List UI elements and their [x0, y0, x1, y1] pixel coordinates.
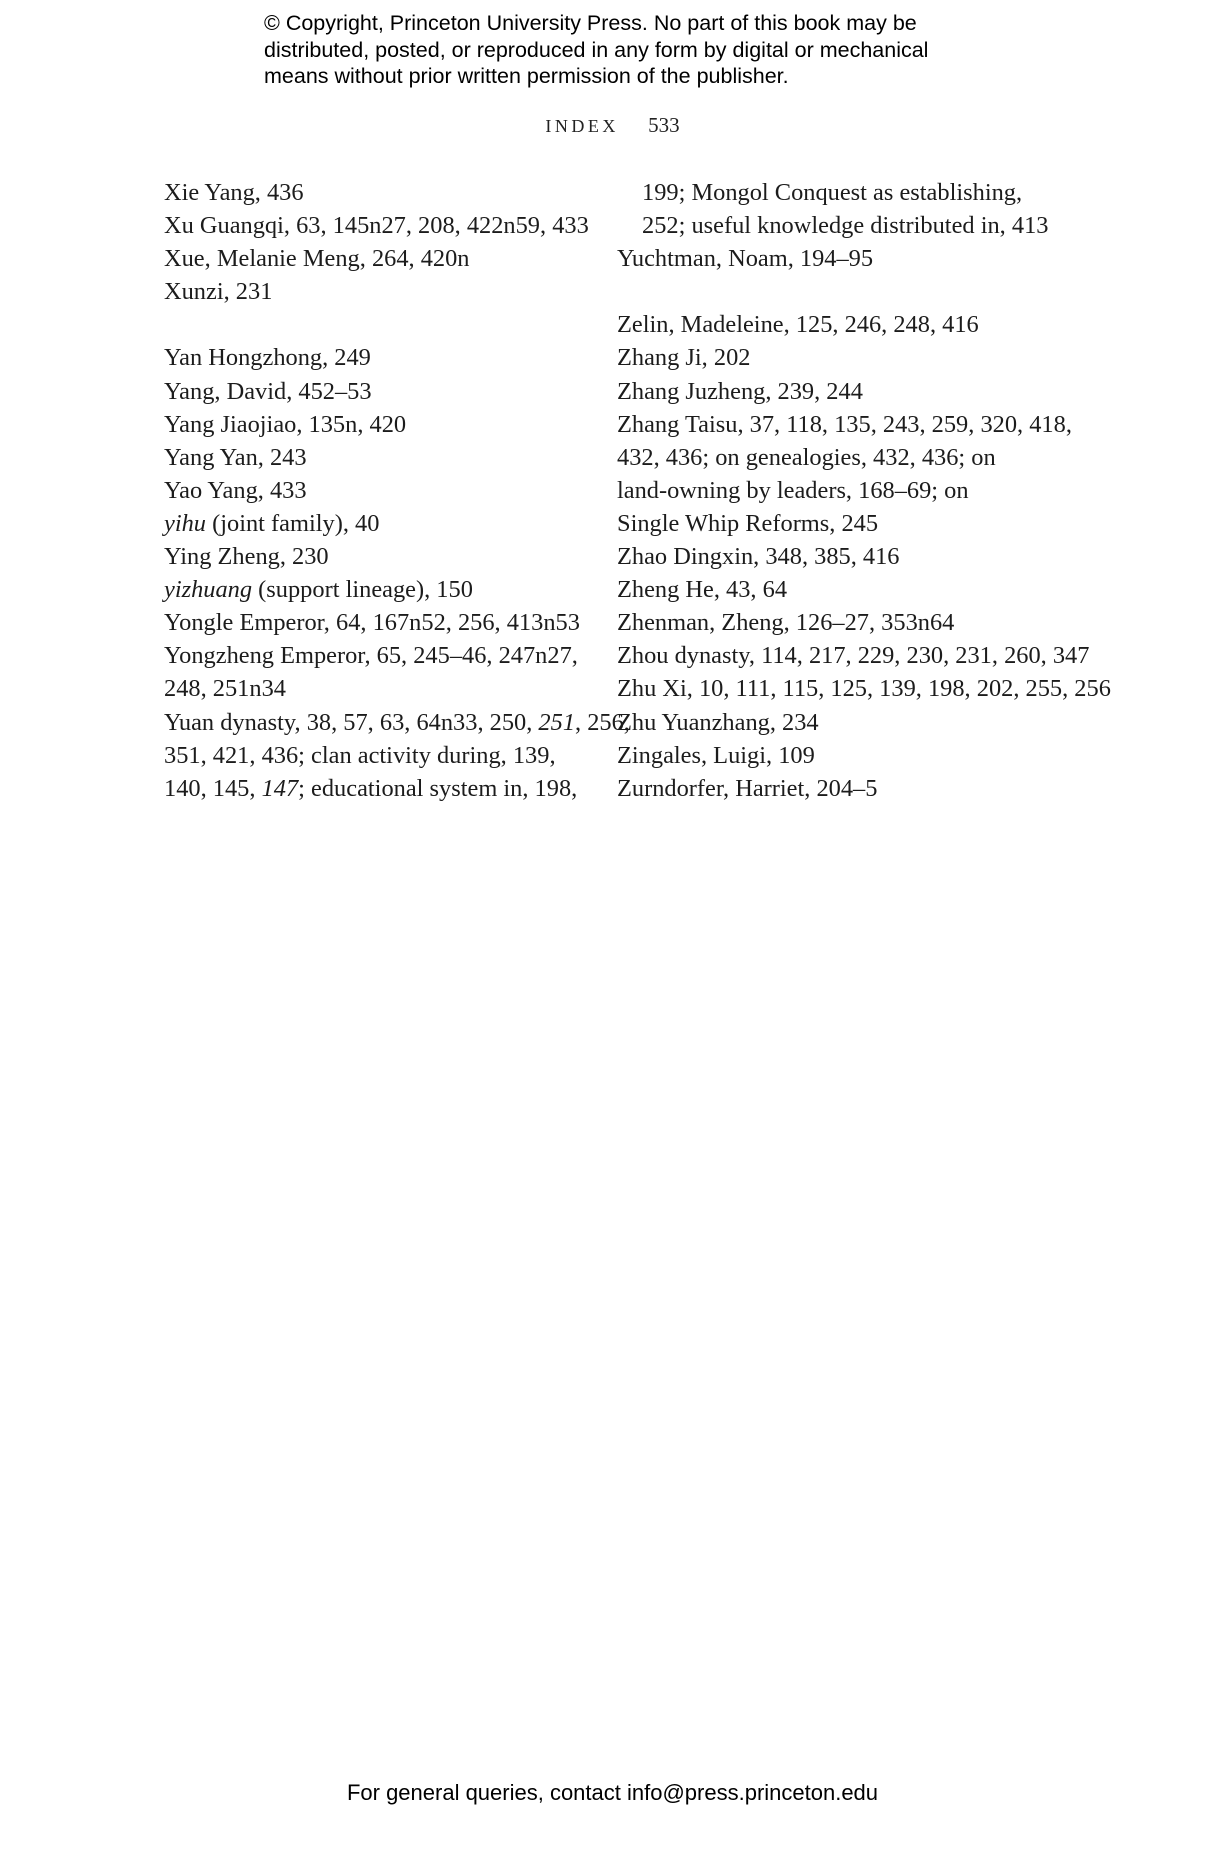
entry-line: 432, 436; on genealogies, 432, 436; on: [617, 443, 996, 471]
entry-line: [164, 706, 630, 739]
index-entry: Zhao Dingxin, 348, 385, 416: [617, 543, 900, 571]
index-entry: Yan Hongzhong, 249: [164, 344, 371, 372]
entry-line: Single Whip Reforms, 245: [617, 509, 879, 537]
index-entry: Ying Zheng, 230: [164, 543, 329, 571]
index-entry-text: (joint family), 40: [206, 509, 380, 537]
index-entry: Xue, Melanie Meng, 264, 420n: [164, 245, 470, 273]
copyright-line: distributed, posted, or reproduced in any form by digital or mechanical: [264, 37, 929, 62]
index-entry: Zelin, Madeleine, 125, 246, 248, 416: [617, 311, 979, 339]
index-entry: Yuchtman, Noam, 194–95: [617, 245, 874, 273]
index-entry: Zhang Juzheng, 239, 244: [617, 377, 863, 405]
index-entry: [617, 408, 1087, 540]
footer-contact: For general queries, contact info@press.princeton.edu: [346, 1780, 879, 1805]
index-entry: Zhu Yuanzhang, 234: [617, 708, 819, 736]
index-entry: Yang Jiaojiao, 135n, 420: [164, 410, 407, 438]
entry-text: 140, 145,: [164, 774, 262, 802]
index-entry: [164, 573, 584, 606]
index-entry: [164, 639, 584, 705]
running-head: [0, 113, 1225, 138]
index-term-italic: yihu: [164, 509, 206, 537]
copyright-line: © Copyright, Princeton University Press. No part of this book may be: [264, 11, 917, 35]
entry-text: , 256,: [575, 708, 630, 736]
index-entry: Yang Yan, 243: [164, 443, 307, 471]
index-entry: Zhang Ji, 202: [617, 344, 751, 372]
section-title: INDEX: [545, 116, 619, 136]
index-entry: Zheng He, 43, 64: [617, 576, 788, 604]
index-entry: Xie Yang, 436: [164, 179, 304, 206]
entry-line: 248, 251n34: [164, 675, 286, 703]
index-entry: Zingales, Luigi, 109: [617, 741, 815, 769]
index-entry: Yang, David, 452–53: [164, 377, 372, 405]
entry-line: 351, 421, 436; clan activity during, 139,: [164, 741, 556, 769]
index-column-right: [617, 176, 1111, 805]
index-entry-text: (support lineage), 150: [252, 576, 473, 604]
index-entry: Zhenman, Zheng, 126–27, 353n64: [617, 609, 955, 637]
index-entry: [164, 706, 630, 805]
letter-group-gap: [617, 275, 1087, 308]
index-column-left: [164, 176, 630, 805]
copyright-line: means without prior written permission of the publisher.: [264, 64, 789, 88]
index-term-italic: yizhuang: [164, 576, 253, 604]
entry-line: Zhang Taisu, 37, 118, 135, 243, 259, 320, 418,: [617, 410, 1072, 438]
italic-page-ref: 147: [261, 774, 299, 802]
entry-text: Yuan dynasty, 38, 57, 63, 64n33, 250,: [164, 708, 539, 736]
copyright-notice: [264, 10, 1024, 90]
entry-line: Yongzheng Emperor, 65, 245–46, 247n27,: [164, 642, 578, 670]
index-entry: Xu Guangqi, 63, 145n27, 208, 422n59, 433: [164, 212, 589, 240]
index-entry: Xunzi, 231: [164, 278, 273, 306]
index-entry: Zhu Xi, 10, 111, 115, 125, 139, 198, 202, 255, 256: [617, 675, 1111, 703]
italic-page-ref: 251: [538, 708, 576, 736]
page-number: 533: [648, 113, 680, 137]
index-entry-continuation: [617, 176, 1087, 242]
index-entry: Yongle Emperor, 64, 167n52, 256, 413n53: [164, 609, 580, 637]
letter-group-gap: [164, 308, 584, 341]
index-entry: [164, 507, 584, 540]
index-entry: Zhou dynasty, 114, 217, 229, 230, 231, 260, 347: [617, 642, 1090, 670]
entry-line: land-owning by leaders, 168–69; on: [617, 476, 969, 504]
entry-line: 252; useful knowledge distributed in, 413: [642, 212, 1049, 240]
index-entry: Yao Yang, 433: [164, 476, 307, 504]
entry-line: [164, 772, 584, 805]
entry-line: 199; Mongol Conquest as establishing,: [642, 179, 1023, 206]
index-entry: Zurndorfer, Harriet, 204–5: [617, 774, 878, 802]
entry-text: ; educational system in, 198,: [298, 774, 578, 802]
